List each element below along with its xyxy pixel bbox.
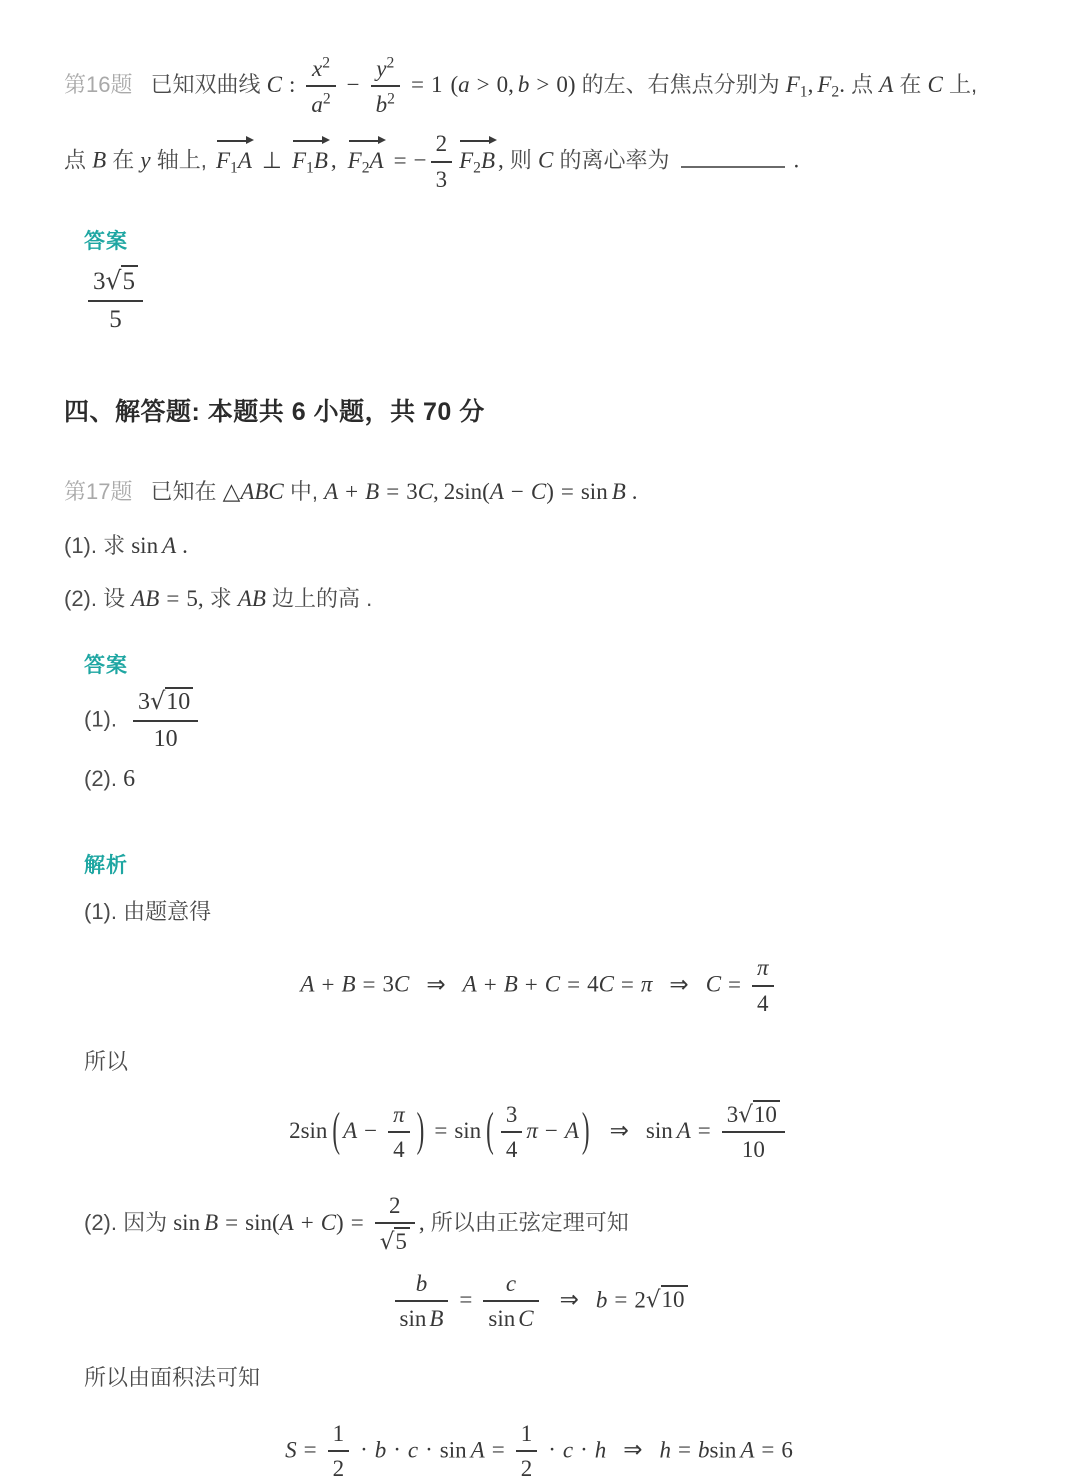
analysis-step2-line: (2). 因为 sin B = sin(A + C) = $\frac{2}{√5}$ , 所以由正弦定理可知	[84, 1192, 629, 1256]
question-17	[64, 474, 1024, 1482]
analysis-suoyi: 所以	[84, 1049, 129, 1074]
formula-sine-rule: $\frac{b}{\text{sin B}}$ = $\frac{c}{\text{sin C}}$ ⇒ b = 2√10	[84, 1270, 1024, 1333]
analysis-step1-intro: (1). 由题意得	[84, 899, 212, 925]
analysis-area-intro: 所以由面积法可知	[84, 1364, 261, 1390]
q17-answer-block	[84, 649, 1024, 797]
q16-stem-line1: 已知双曲线 C : $\frac{x^2}{a^2}$ − $\frac{y^2}{b^2}$ = 1 (a > 0, b > 0) 的左、右焦点分别为 $F_1$, $F_2$. 点 A 在 C 上,	[150, 54, 978, 117]
q17-answer-label: 答案	[84, 653, 128, 677]
q17-stem-wrap	[64, 474, 1024, 510]
q17-analysis-block	[84, 849, 1024, 1482]
section-4-header: 四、解答题: 本题共 6 小题，共 70 分	[64, 398, 485, 427]
q17-analysis-label: 解析	[84, 854, 128, 878]
q17-stem: 已知在 △ABC 中, A + B = 3C, 2sin(A − C) = sin B .	[150, 479, 638, 505]
formula-area-height: S = $\frac{1}{2}$ · b · c · sin A = $\frac{1}{2}$ · c · h ⇒ h = bsin A = 6	[285, 1420, 793, 1482]
q17-part-1: (1). 求 sin A .	[64, 532, 188, 558]
formula-angle-c: A + B = 3C ⇒ A + B + C = 4C = π ⇒ C = $\frac{\pi}{4}$	[84, 954, 1024, 1017]
question-16	[64, 54, 1024, 334]
q16-stem-line2: 点 B 在 y 轴上, $F_1A$ ⊥ $F_1B$ , $F_2A$ = − $\frac{2}{3}$ $F_2B$ , 则 C 的离心率为 .	[64, 131, 800, 192]
q17-part-2: (2). 设 AB = 5, 求 AB 边上的高 .	[64, 586, 373, 612]
q16-answer-label: 答案	[84, 229, 128, 253]
q16-answer-block	[84, 225, 1024, 335]
q16-label: 第16题	[64, 72, 133, 98]
q16-stem-line1-wrap	[64, 54, 1024, 118]
q17-label: 第17题	[64, 479, 133, 505]
formula-sin-a: 2sin ( A − $\frac{\pi}{4}$ ) = sin ( $\frac{3}{4}$ π − A ) ⇒ sin A = $\frac{3√10}{10}$	[84, 1100, 1024, 1164]
q17-answer-2: (2). 6	[84, 766, 136, 793]
q17-answer-1: (1). $\frac{3√10}{10}$	[84, 687, 1024, 753]
q16-answer-value: $\frac{3√5}{5}$	[84, 265, 1024, 335]
